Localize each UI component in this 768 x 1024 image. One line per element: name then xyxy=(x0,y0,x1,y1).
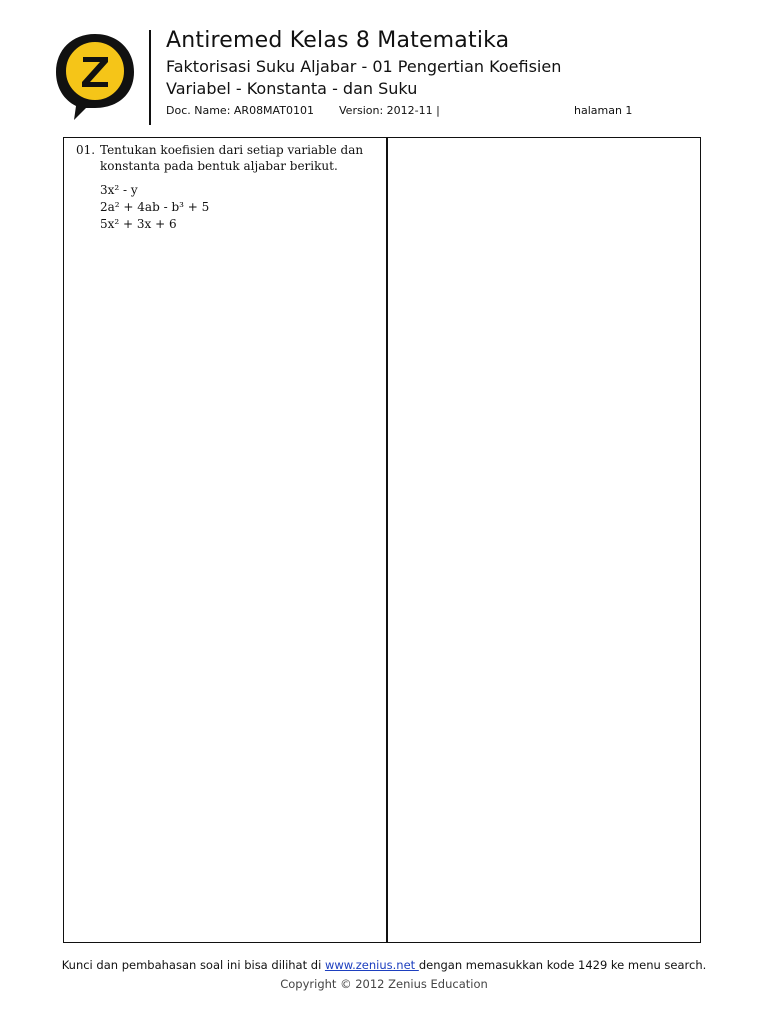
footer-note-after: dengan memasukkan kode 1429 ke menu search. xyxy=(418,958,707,972)
column-divider xyxy=(386,138,388,942)
copyright: Copyright © 2012 Zenius Education xyxy=(280,977,488,991)
question-number: 01. xyxy=(76,143,96,157)
expression-item: 3x² - y xyxy=(100,183,138,197)
worksheet-box xyxy=(63,137,701,943)
header-divider xyxy=(149,30,151,125)
page-number: halaman 1 xyxy=(574,104,633,117)
expression-item: 2a² + 4ab - b³ + 5 xyxy=(100,200,210,214)
version: Version: 2012-11 | xyxy=(339,104,440,117)
footer-note xyxy=(0,958,768,972)
page-title: Antiremed Kelas 8 Matematika xyxy=(166,28,510,53)
zenius-logo-icon xyxy=(52,30,138,122)
subtitle-line-2: Variabel - Konstanta - dan Suku xyxy=(166,79,418,98)
expression-item: 5x² + 3x + 6 xyxy=(100,217,177,231)
footer-note-before: Kunci dan pembahasan soal ini bisa dilihat di xyxy=(61,958,325,972)
doc-name: Doc. Name: AR08MAT0101 xyxy=(166,104,314,117)
question-text: Tentukan koefisien dari setiap variable dan konstanta pada bentuk aljabar berikut. xyxy=(100,143,364,173)
expression-list xyxy=(100,182,209,233)
zenius-link[interactable]: www.zenius.net xyxy=(324,958,419,972)
subtitle-line-1: Faktorisasi Suku Aljabar - 01 Pengertian Koefisien xyxy=(166,57,562,76)
